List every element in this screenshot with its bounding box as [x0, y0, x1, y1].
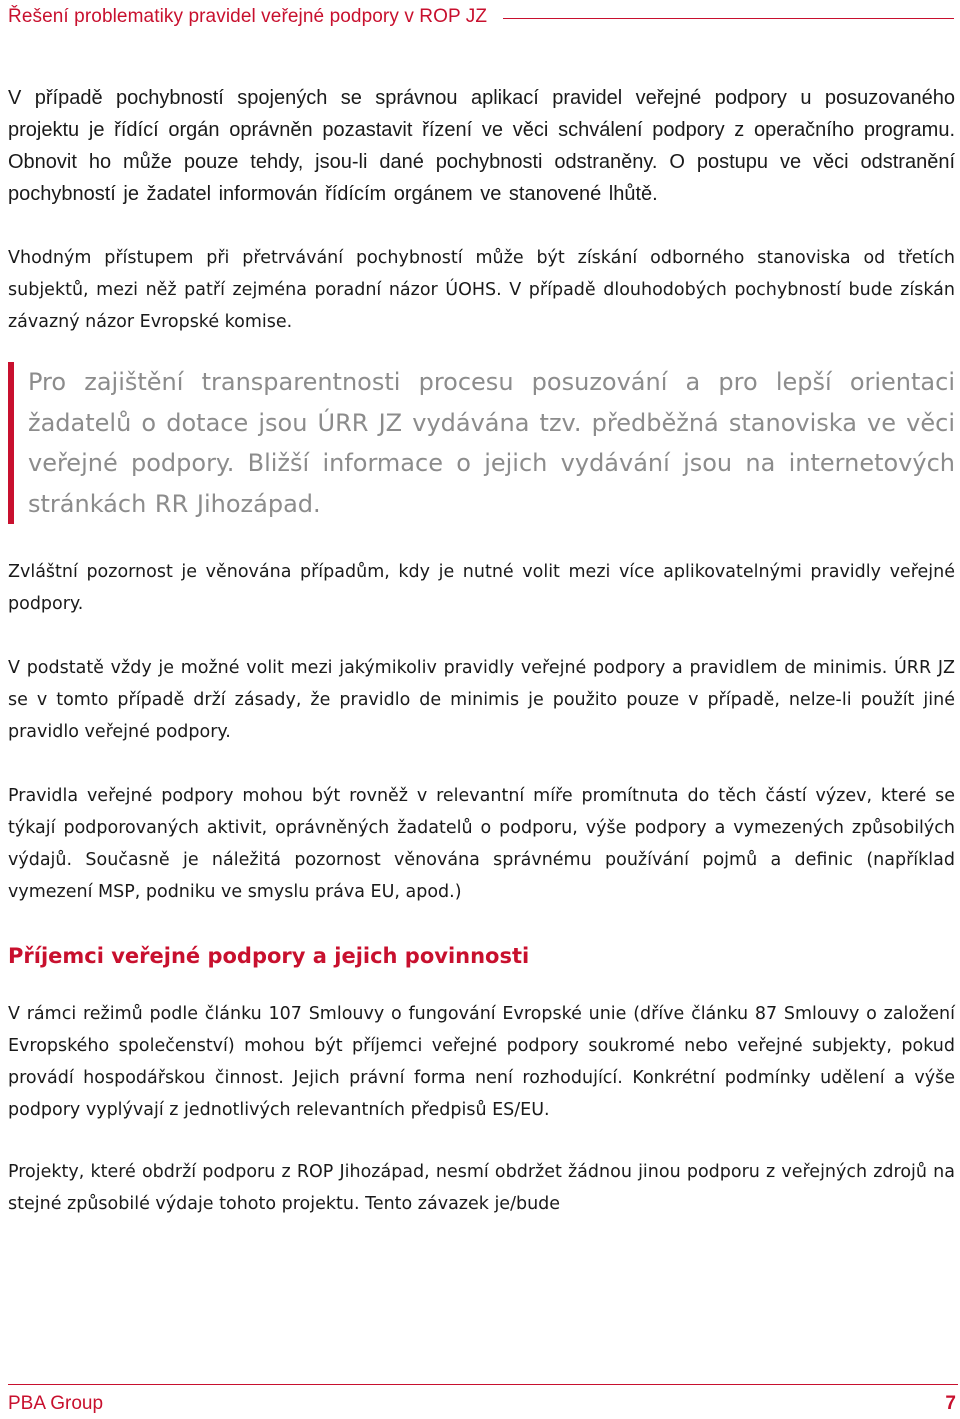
paragraph-expert-opinion: Vhodným přístupem při přetrvávání pochybností může být získání odborného stanoviska od třetích subjektů, mezi něž patří zejména poradní názor ÚOHS. V případě dlouhodobých pochybností bude získán závazný názor Evropské komise. [8, 248, 955, 332]
page-footer [8, 1384, 958, 1419]
section-heading: Příjemci veřejné podpory a jejich povinnosti [8, 944, 530, 968]
footer-company: PBA Group [8, 1393, 104, 1414]
callout-text: Pro zajištění transparentnosti procesu posuzování a pro lepší orientaci žadatelů o dotace jsou ÚRR JZ vydávána tzv. předběžná stanoviska ve věci veřejné podpory. Bližší informace o jejich vydávání jsou na internetových stránkách RR Jihozápad. [28, 368, 955, 518]
document-body [8, 82, 955, 1220]
spacer [8, 748, 955, 780]
spacer [8, 620, 955, 652]
spacer [8, 1126, 955, 1156]
header-rule [503, 18, 954, 19]
header-title: Řešení problematiky pravidel veřejné podpory v ROP JZ [8, 6, 488, 27]
paragraph-special-attention: Zvláštní pozornost je věnována případům, kdy je nutné volit mezi více aplikovatelnými pravidly veřejné podpory. [8, 562, 955, 614]
paragraph-de-minimis: V podstatě vždy je možné volit mezi jakýmikoliv pravidly veřejné podpory a pravidlem de minimis. ÚRR JZ se v tomto případě drží zásady, že pravidlo de minimis je použito pouze v případě, nelze-li použít jiné pravidlo veřejné podpory. [8, 658, 955, 742]
page-number: 7 [945, 1393, 956, 1414]
spacer [8, 210, 955, 242]
spacer [8, 908, 955, 938]
spacer [8, 524, 955, 556]
spacer [8, 974, 955, 998]
paragraph-recipients: V rámci režimů podle článku 107 Smlouvy o fungování Evropské unie (dříve článku 87 Smlouvy o založení Evropského společenství) mohou být příjemci veřejné podpory soukromé nebo veřejné subjekty, pokud provádí hospodářskou činnost. Jejich právní forma není rozhodující. Konkrétní podmínky udělení a výše podpory vyplývají z jednotlivých relevantních předpisů ES/EU. [8, 1004, 955, 1120]
paragraph-projects: Projekty, které obdrží podporu z ROP Jihozápad, nesmí obdržet žádnou jinou podporu z veřejných zdrojů na stejné způsobilé výdaje tohoto projektu. Tento závazek je/bude [8, 1162, 955, 1214]
callout-box [8, 362, 955, 524]
paragraph-suspension: V případě pochybností spojených se správnou aplikací pravidel veřejné podpory u posuzovaného projektu je řídící orgán oprávněn pozastavit řízení ve věci schválení podpory z operačního programu. Obnovit ho může pouze tehdy, jsou-li dané pochybnosti odstraněny. O postupu ve věci odstranění pochybností je žadatel informován řídícím orgánem ve stanovené lhůtě. [8, 87, 955, 205]
paragraph-rules-in-calls: Pravidla veřejné podpory mohou být rovněž v relevantní míře promítnuta do těch částí výzev, které se týkají podporovaných aktivit, oprávněných žadatelů o podporu, výše podpory a vymezených způsobilých výdajů. Současně je náležitá pozornost věnována správnému používání pojmů a definic (například vymezení MSP, podniku ve smyslu práva EU, apod.) [8, 786, 955, 902]
page-header [8, 4, 954, 30]
